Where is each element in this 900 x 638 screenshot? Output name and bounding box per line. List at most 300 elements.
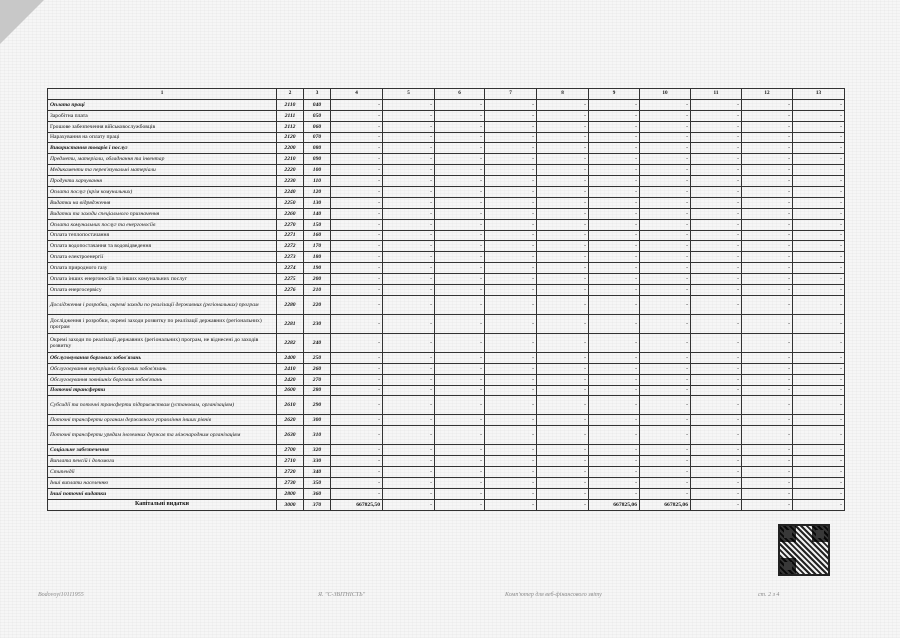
value-cell: - [485,176,537,187]
value-cell: - [640,154,691,165]
row-name: Медикаменти та перев'язувальні матеріали [48,165,277,176]
value-cell: - [640,263,691,274]
value-cell: - [383,363,435,374]
value-cell: - [589,230,640,241]
value-cell: - [793,478,845,489]
column-header: 11 [691,89,742,100]
value-cell: - [589,187,640,198]
value-cell: 667825,50 [331,499,383,510]
value-cell: - [589,154,640,165]
value-cell: - [589,99,640,110]
value-cell: - [640,374,691,385]
row-name: Капітальні видатки [48,499,277,510]
value-cell: - [793,333,845,352]
row-code: 2630 [277,426,304,445]
value-cell: - [742,499,793,510]
value-cell: - [691,110,742,121]
row-number: 310 [304,426,331,445]
value-cell: - [640,208,691,219]
row-number: 180 [304,252,331,263]
row-number: 170 [304,241,331,252]
value-cell: - [793,426,845,445]
row-name: Оплата теплопостачання [48,230,277,241]
row-code: 2400 [277,352,304,363]
value-cell: - [485,445,537,456]
row-name: Дослідження і розробки, окремі заходи розвитку по реалізації державних (регіональних) програм [48,314,277,333]
value-cell: - [485,197,537,208]
value-cell: - [383,374,435,385]
row-number: 050 [304,110,331,121]
value-cell: - [589,295,640,314]
value-cell: - [742,445,793,456]
value-cell: - [691,467,742,478]
value-cell: - [640,478,691,489]
row-number: 200 [304,274,331,285]
value-cell: - [691,374,742,385]
row-code: 2600 [277,385,304,396]
value-cell: - [793,314,845,333]
value-cell: - [691,295,742,314]
value-cell: - [485,143,537,154]
value-cell: - [589,385,640,396]
value-cell: - [640,252,691,263]
value-cell: - [485,252,537,263]
value-cell: - [435,165,485,176]
value-cell: - [589,176,640,187]
row-code: 2273 [277,252,304,263]
value-cell: - [589,374,640,385]
value-cell: - [793,396,845,415]
value-cell: - [691,121,742,132]
value-cell: - [435,143,485,154]
value-cell: - [793,132,845,143]
value-cell: - [537,99,589,110]
value-cell: - [537,165,589,176]
value-cell: - [435,154,485,165]
row-number: 280 [304,385,331,396]
value-cell: - [537,252,589,263]
value-cell: - [331,488,383,499]
value-cell: - [537,363,589,374]
value-cell: - [383,274,435,285]
table-row [48,445,845,456]
row-name: Інші поточні видатки [48,488,277,499]
value-cell: - [742,352,793,363]
row-code: 2610 [277,396,304,415]
table-row [48,295,845,314]
value-cell: - [589,208,640,219]
value-cell: - [435,176,485,187]
row-name: Використання товарів і послуг [48,143,277,154]
value-cell: - [640,333,691,352]
value-cell: - [793,352,845,363]
value-cell: - [537,478,589,489]
value-cell: - [537,295,589,314]
value-cell: - [485,415,537,426]
value-cell: - [383,385,435,396]
table-row [48,385,845,396]
value-cell: - [383,333,435,352]
row-name: Оплата електроенергії [48,252,277,263]
row-code: 2210 [277,154,304,165]
row-name: Поточні трансферти органам державного управління інших рівнів [48,415,277,426]
column-header: 3 [304,89,331,100]
value-cell: - [589,396,640,415]
value-cell: - [691,478,742,489]
footer-software: Я. "С-ЗВІТНІСТЬ" [318,592,366,598]
row-code: 2110 [277,99,304,110]
value-cell: - [383,241,435,252]
value-cell: - [640,352,691,363]
value-cell: - [383,295,435,314]
table-row [48,132,845,143]
value-cell: - [485,285,537,296]
value-cell: - [640,143,691,154]
value-cell: - [485,478,537,489]
row-number: 100 [304,165,331,176]
value-cell: - [383,132,435,143]
value-cell: - [485,467,537,478]
value-cell: - [640,415,691,426]
row-code: 2281 [277,314,304,333]
value-cell: - [383,467,435,478]
value-cell: - [589,445,640,456]
column-header: 2 [277,89,304,100]
row-code: 3000 [277,499,304,510]
value-cell: - [383,488,435,499]
row-code: 2272 [277,241,304,252]
value-cell: - [742,197,793,208]
value-cell: - [435,456,485,467]
value-cell: - [742,415,793,426]
table-row [48,110,845,121]
value-cell: - [691,285,742,296]
value-cell: - [331,165,383,176]
value-cell: - [640,426,691,445]
value-cell: - [742,219,793,230]
row-code: 2280 [277,295,304,314]
value-cell: - [742,208,793,219]
value-cell: - [485,314,537,333]
row-number: 110 [304,176,331,187]
value-cell: - [537,274,589,285]
value-cell: - [589,252,640,263]
value-cell: - [537,333,589,352]
row-name: Обслуговування боргових зобов'язань [48,352,277,363]
value-cell: - [589,456,640,467]
value-cell: - [793,165,845,176]
value-cell: - [537,467,589,478]
row-code: 2710 [277,456,304,467]
value-cell: - [691,197,742,208]
value-cell: - [435,132,485,143]
value-cell: - [691,132,742,143]
value-cell: - [537,263,589,274]
value-cell: - [485,187,537,198]
value-cell: - [640,241,691,252]
value-cell: - [331,467,383,478]
row-name: Видатки на відрядження [48,197,277,208]
value-cell: - [537,121,589,132]
value-cell: - [640,488,691,499]
row-number: 250 [304,352,331,363]
row-number: 070 [304,132,331,143]
value-cell: - [742,154,793,165]
value-cell: - [742,252,793,263]
value-cell: - [435,488,485,499]
table-row [48,263,845,274]
value-cell: - [331,121,383,132]
row-number: 120 [304,187,331,198]
row-number: 360 [304,488,331,499]
row-code: 2220 [277,165,304,176]
row-name: Видатки та заходи спеціального призначення [48,208,277,219]
column-header: 9 [589,89,640,100]
value-cell: - [485,352,537,363]
value-cell: - [793,274,845,285]
row-code: 2240 [277,187,304,198]
value-cell: - [331,208,383,219]
table-row [48,488,845,499]
value-cell: - [485,488,537,499]
value-cell: - [691,208,742,219]
value-cell: - [691,219,742,230]
row-name: Оплата інших енергоносіїв та інших комунальних послуг [48,274,277,285]
value-cell: - [485,333,537,352]
value-cell: - [742,230,793,241]
value-cell: - [537,143,589,154]
row-code: 2112 [277,121,304,132]
value-cell: - [640,99,691,110]
value-cell: - [435,274,485,285]
value-cell: - [485,396,537,415]
value-cell: - [383,121,435,132]
value-cell: - [383,478,435,489]
row-code: 2271 [277,230,304,241]
value-cell: - [485,154,537,165]
value-cell: - [435,187,485,198]
value-cell: - [383,445,435,456]
value-cell: - [331,478,383,489]
row-name: Дослідження і розробки, окремі заходи по реалізації державних (регіональних) програм [48,295,277,314]
value-cell: - [485,121,537,132]
value-cell: - [691,363,742,374]
value-cell: - [383,187,435,198]
value-cell: - [537,385,589,396]
value-cell: - [435,110,485,121]
value-cell: - [435,396,485,415]
table-row [48,314,845,333]
value-cell: - [537,499,589,510]
value-cell: - [691,385,742,396]
value-cell: - [331,197,383,208]
value-cell: - [793,176,845,187]
value-cell: - [537,314,589,333]
value-cell: - [383,252,435,263]
value-cell: - [537,219,589,230]
value-cell: - [589,274,640,285]
value-cell: - [485,426,537,445]
value-cell: - [589,165,640,176]
value-cell: - [589,143,640,154]
row-name: Нарахування на оплату праці [48,132,277,143]
value-cell: - [485,499,537,510]
value-cell: - [691,445,742,456]
value-cell: - [383,219,435,230]
value-cell: 667825,06 [589,499,640,510]
table-row [48,352,845,363]
folded-corner [0,0,44,44]
value-cell: - [331,252,383,263]
table-row [48,374,845,385]
table-row [48,143,845,154]
row-name: Продукти харчування [48,176,277,187]
row-number: 130 [304,197,331,208]
row-code: 2230 [277,176,304,187]
column-header: 6 [435,89,485,100]
value-cell: - [793,295,845,314]
value-cell: - [383,165,435,176]
value-cell: - [589,467,640,478]
value-cell: - [640,396,691,415]
column-header: 13 [793,89,845,100]
table-row [48,197,845,208]
row-code: 2260 [277,208,304,219]
value-cell: - [383,154,435,165]
row-code: 2276 [277,285,304,296]
value-cell: - [537,197,589,208]
value-cell: - [589,132,640,143]
value-cell: - [640,197,691,208]
value-cell: - [742,426,793,445]
value-cell: - [331,333,383,352]
value-cell: - [691,187,742,198]
value-cell: - [485,208,537,219]
value-cell: - [537,445,589,456]
value-cell: - [640,314,691,333]
value-cell: - [435,252,485,263]
table-row [48,478,845,489]
value-cell: - [793,263,845,274]
value-cell: - [537,132,589,143]
value-cell: - [485,456,537,467]
value-cell: - [331,295,383,314]
value-cell: - [640,295,691,314]
value-cell: - [435,478,485,489]
value-cell: - [383,197,435,208]
value-cell: - [435,208,485,219]
value-cell: - [589,352,640,363]
value-cell: - [485,219,537,230]
value-cell: - [485,132,537,143]
row-code: 2800 [277,488,304,499]
value-cell: - [331,385,383,396]
row-name: Предмети, матеріали, обладнання та інвентар [48,154,277,165]
value-cell: - [640,363,691,374]
value-cell: - [742,467,793,478]
value-cell: - [793,385,845,396]
value-cell: - [537,285,589,296]
value-cell: - [640,121,691,132]
value-cell: - [640,467,691,478]
value-cell: - [742,396,793,415]
value-cell: - [435,241,485,252]
table-row [48,208,845,219]
row-name: Грошове забезпечення військовослужбовців [48,121,277,132]
value-cell: - [589,121,640,132]
value-cell: - [691,143,742,154]
value-cell: - [793,252,845,263]
value-cell: - [793,488,845,499]
value-cell: - [435,374,485,385]
row-name: Виплата пенсій і допомоги [48,456,277,467]
column-header: 1 [48,89,277,100]
value-cell: - [383,99,435,110]
value-cell: - [331,285,383,296]
row-name: Субсидії та поточні трансферти підприємствам (установам, організаціям) [48,396,277,415]
value-cell: - [331,110,383,121]
row-number: 350 [304,478,331,489]
value-cell: - [742,110,793,121]
value-cell: - [793,415,845,426]
value-cell: - [691,396,742,415]
value-cell: - [640,230,691,241]
row-name: Обслуговування внутрішніх боргових зобов'язань [48,363,277,374]
value-cell: - [793,285,845,296]
value-cell: - [691,252,742,263]
value-cell: - [691,99,742,110]
value-cell: - [691,176,742,187]
row-number: 080 [304,143,331,154]
value-cell: 667825,06 [640,499,691,510]
value-cell: - [435,415,485,426]
value-cell: - [742,385,793,396]
row-name: Оплата праці [48,99,277,110]
row-code: 2730 [277,478,304,489]
row-number: 290 [304,396,331,415]
value-cell: - [589,314,640,333]
value-cell: - [331,396,383,415]
table-row [48,99,845,110]
value-cell: - [331,363,383,374]
value-cell: - [742,478,793,489]
value-cell: - [485,230,537,241]
value-cell: - [742,456,793,467]
value-cell: - [383,499,435,510]
value-cell: - [691,314,742,333]
value-cell: - [331,456,383,467]
row-number: 160 [304,230,331,241]
value-cell: - [793,230,845,241]
value-cell: - [793,121,845,132]
value-cell: - [331,132,383,143]
value-cell: - [331,241,383,252]
value-cell: - [383,110,435,121]
value-cell: - [640,219,691,230]
row-number: 150 [304,219,331,230]
value-cell: - [537,187,589,198]
value-cell: - [537,415,589,426]
value-cell: - [537,154,589,165]
value-cell: - [537,230,589,241]
table-row [48,121,845,132]
value-cell: - [331,426,383,445]
value-cell: - [793,374,845,385]
value-cell: - [691,154,742,165]
row-code: 2720 [277,467,304,478]
value-cell: - [485,110,537,121]
value-cell: - [691,415,742,426]
